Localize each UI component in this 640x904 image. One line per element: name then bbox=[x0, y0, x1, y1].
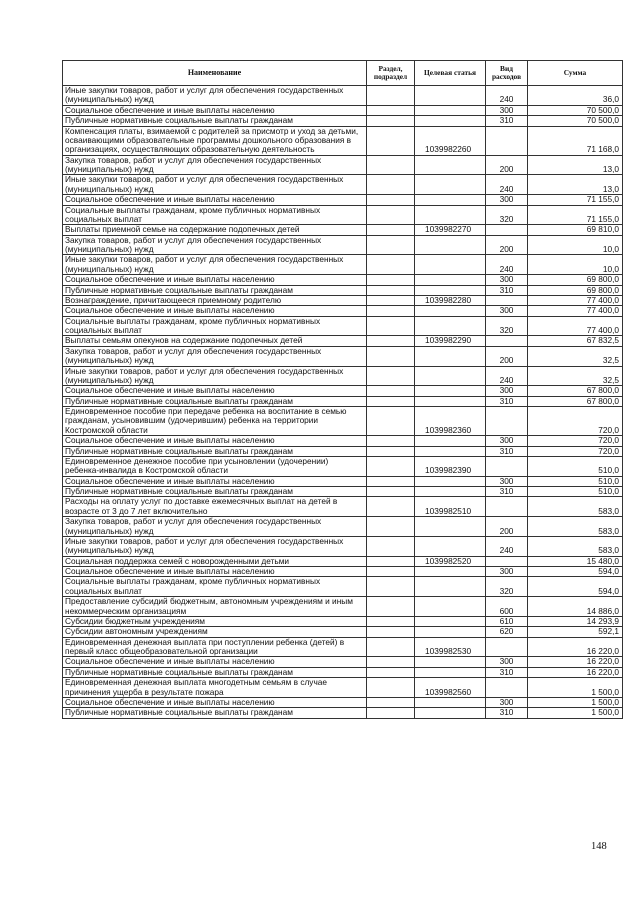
table-row bbox=[63, 285, 623, 295]
row-name-cell: Публичные нормативные социальные выплаты гражданам bbox=[63, 285, 367, 295]
row-type-cell: 300 bbox=[486, 306, 528, 316]
row-name-cell: Публичные нормативные социальные выплаты гражданам bbox=[63, 487, 367, 497]
row-section-cell bbox=[367, 697, 415, 707]
row-section-cell bbox=[367, 225, 415, 235]
row-name-cell: Социальное обеспечение и иные выплаты населению bbox=[63, 567, 367, 577]
row-section-cell bbox=[367, 116, 415, 126]
row-type-cell: 310 bbox=[486, 285, 528, 295]
row-section-cell bbox=[367, 446, 415, 456]
row-section-cell bbox=[367, 285, 415, 295]
table-row bbox=[63, 487, 623, 497]
row-name-cell: Вознаграждение, причитающееся приемному родителю bbox=[63, 295, 367, 305]
row-section-cell bbox=[367, 487, 415, 497]
header-type: Вид расходов bbox=[486, 61, 528, 86]
row-sum-cell: 1 500,0 bbox=[528, 708, 623, 718]
row-target-cell: 1039982560 bbox=[415, 678, 486, 698]
row-sum-cell: 15 480,0 bbox=[528, 556, 623, 566]
row-name-cell: Социальное обеспечение и иные выплаты населению bbox=[63, 105, 367, 115]
row-type-cell bbox=[486, 556, 528, 566]
row-name-cell: Социальное обеспечение и иные выплаты населению bbox=[63, 275, 367, 285]
row-sum-cell: 14 886,0 bbox=[528, 597, 623, 617]
table-row bbox=[63, 497, 623, 517]
row-type-cell bbox=[486, 295, 528, 305]
row-sum-cell: 32,5 bbox=[528, 366, 623, 386]
row-name-cell: Выплаты приемной семье на содержание подопечных детей bbox=[63, 225, 367, 235]
row-type-cell: 300 bbox=[486, 436, 528, 446]
table-row bbox=[63, 336, 623, 346]
table-row bbox=[63, 567, 623, 577]
row-target-cell bbox=[415, 316, 486, 336]
row-target-cell bbox=[415, 285, 486, 295]
table-row bbox=[63, 316, 623, 336]
row-sum-cell: 67 832,5 bbox=[528, 336, 623, 346]
row-target-cell bbox=[415, 627, 486, 637]
row-sum-cell: 1 500,0 bbox=[528, 678, 623, 698]
table-row bbox=[63, 255, 623, 275]
row-name-cell: Иные закупки товаров, работ и услуг для обеспечения государственных (муниципальных) нужд bbox=[63, 255, 367, 275]
header-name: Наименование bbox=[63, 61, 367, 86]
row-type-cell: 300 bbox=[486, 386, 528, 396]
row-section-cell bbox=[367, 366, 415, 386]
row-type-cell: 600 bbox=[486, 597, 528, 617]
row-target-cell bbox=[415, 306, 486, 316]
row-name-cell: Социальное обеспечение и иные выплаты населению bbox=[63, 195, 367, 205]
row-sum-cell: 71 168,0 bbox=[528, 126, 623, 155]
row-type-cell: 240 bbox=[486, 86, 528, 106]
row-type-cell: 240 bbox=[486, 366, 528, 386]
row-target-cell bbox=[415, 396, 486, 406]
row-type-cell: 300 bbox=[486, 275, 528, 285]
table-row bbox=[63, 637, 623, 657]
table-row bbox=[63, 396, 623, 406]
table-row bbox=[63, 667, 623, 677]
table-row bbox=[63, 386, 623, 396]
header-section: Раздел, подраздел bbox=[367, 61, 415, 86]
row-target-cell: 1039982260 bbox=[415, 126, 486, 155]
row-sum-cell: 583,0 bbox=[528, 517, 623, 537]
row-sum-cell: 720,0 bbox=[528, 436, 623, 446]
row-sum-cell: 70 500,0 bbox=[528, 116, 623, 126]
row-section-cell bbox=[367, 456, 415, 476]
row-target-cell: 1039982510 bbox=[415, 497, 486, 517]
row-sum-cell: 67 800,0 bbox=[528, 396, 623, 406]
table-row bbox=[63, 126, 623, 155]
header-target: Целевая статья bbox=[415, 61, 486, 86]
row-target-cell bbox=[415, 205, 486, 225]
row-type-cell: 310 bbox=[486, 446, 528, 456]
table-row bbox=[63, 195, 623, 205]
table-row bbox=[63, 295, 623, 305]
table-row bbox=[63, 678, 623, 698]
table-row bbox=[63, 456, 623, 476]
row-target-cell bbox=[415, 116, 486, 126]
row-name-cell: Социальное обеспечение и иные выплаты населению bbox=[63, 697, 367, 707]
table-header bbox=[63, 61, 623, 86]
row-target-cell bbox=[415, 195, 486, 205]
row-name-cell: Субсидии бюджетным учреждениям bbox=[63, 616, 367, 626]
row-section-cell bbox=[367, 396, 415, 406]
row-type-cell: 300 bbox=[486, 476, 528, 486]
row-target-cell: 1039982520 bbox=[415, 556, 486, 566]
row-name-cell: Субсидии автономным учреждениям bbox=[63, 627, 367, 637]
row-section-cell bbox=[367, 86, 415, 106]
row-name-cell: Социальное обеспечение и иные выплаты населению bbox=[63, 386, 367, 396]
row-section-cell bbox=[367, 627, 415, 637]
table-row bbox=[63, 175, 623, 195]
row-section-cell bbox=[367, 175, 415, 195]
row-sum-cell: 583,0 bbox=[528, 497, 623, 517]
table-row bbox=[63, 105, 623, 115]
row-section-cell bbox=[367, 517, 415, 537]
row-name-cell: Закупка товаров, работ и услуг для обеспечения государственных (муниципальных) нужд bbox=[63, 346, 367, 366]
row-sum-cell: 69 800,0 bbox=[528, 285, 623, 295]
row-target-cell: 1039982290 bbox=[415, 336, 486, 346]
row-sum-cell: 77 400,0 bbox=[528, 316, 623, 336]
row-target-cell bbox=[415, 597, 486, 617]
row-type-cell: 300 bbox=[486, 697, 528, 707]
row-sum-cell: 592,1 bbox=[528, 627, 623, 637]
row-section-cell bbox=[367, 436, 415, 446]
row-name-cell: Компенсация платы, взимаемой с родителей за присмотр и уход за детьми, осваивающими образовательные программы дошкольного образования в организациях, осуществляющих образовательную деятельность bbox=[63, 126, 367, 155]
row-name-cell: Закупка товаров, работ и услуг для обеспечения государственных (муниципальных) нужд bbox=[63, 235, 367, 255]
row-sum-cell: 71 155,0 bbox=[528, 195, 623, 205]
row-target-cell bbox=[415, 476, 486, 486]
row-target-cell bbox=[415, 105, 486, 115]
table-row bbox=[63, 446, 623, 456]
table-row bbox=[63, 536, 623, 556]
row-sum-cell: 69 810,0 bbox=[528, 225, 623, 235]
row-target-cell bbox=[415, 235, 486, 255]
header-sum: Сумма bbox=[528, 61, 623, 86]
table-row bbox=[63, 407, 623, 436]
row-sum-cell: 720,0 bbox=[528, 446, 623, 456]
table-row bbox=[63, 306, 623, 316]
table-row bbox=[63, 517, 623, 537]
row-target-cell bbox=[415, 446, 486, 456]
row-type-cell: 320 bbox=[486, 577, 528, 597]
row-section-cell bbox=[367, 195, 415, 205]
row-sum-cell: 16 220,0 bbox=[528, 637, 623, 657]
row-sum-cell: 16 220,0 bbox=[528, 657, 623, 667]
row-sum-cell: 10,0 bbox=[528, 255, 623, 275]
row-type-cell: 610 bbox=[486, 616, 528, 626]
row-section-cell bbox=[367, 126, 415, 155]
row-type-cell: 300 bbox=[486, 567, 528, 577]
row-sum-cell: 14 293,9 bbox=[528, 616, 623, 626]
row-name-cell: Социальное обеспечение и иные выплаты населению bbox=[63, 306, 367, 316]
row-name-cell: Социальные выплаты гражданам, кроме публичных нормативных социальных выплат bbox=[63, 577, 367, 597]
row-section-cell bbox=[367, 497, 415, 517]
row-type-cell: 310 bbox=[486, 487, 528, 497]
row-section-cell bbox=[367, 306, 415, 316]
row-target-cell bbox=[415, 436, 486, 446]
row-sum-cell: 510,0 bbox=[528, 476, 623, 486]
row-type-cell bbox=[486, 407, 528, 436]
row-section-cell bbox=[367, 708, 415, 718]
row-sum-cell: 69 800,0 bbox=[528, 275, 623, 285]
row-section-cell bbox=[367, 597, 415, 617]
row-target-cell bbox=[415, 366, 486, 386]
table-row bbox=[63, 616, 623, 626]
row-target-cell bbox=[415, 616, 486, 626]
row-target-cell bbox=[415, 697, 486, 707]
row-section-cell bbox=[367, 476, 415, 486]
row-name-cell: Социальные выплаты гражданам, кроме публичных нормативных социальных выплат bbox=[63, 205, 367, 225]
row-name-cell: Иные закупки товаров, работ и услуг для обеспечения государственных (муниципальных) нужд bbox=[63, 366, 367, 386]
row-type-cell bbox=[486, 126, 528, 155]
row-target-cell: 1039982280 bbox=[415, 295, 486, 305]
row-section-cell bbox=[367, 567, 415, 577]
row-type-cell: 200 bbox=[486, 346, 528, 366]
table-row bbox=[63, 205, 623, 225]
row-name-cell: Иные закупки товаров, работ и услуг для обеспечения государственных (муниципальных) нужд bbox=[63, 86, 367, 106]
table-row bbox=[63, 556, 623, 566]
row-type-cell bbox=[486, 637, 528, 657]
table-row bbox=[63, 86, 623, 106]
row-sum-cell: 67 800,0 bbox=[528, 386, 623, 396]
row-sum-cell: 36,0 bbox=[528, 86, 623, 106]
row-type-cell: 320 bbox=[486, 316, 528, 336]
row-section-cell bbox=[367, 295, 415, 305]
row-sum-cell: 16 220,0 bbox=[528, 667, 623, 677]
row-section-cell bbox=[367, 407, 415, 436]
row-name-cell: Предоставление субсидий бюджетным, автономным учреждениям и иным некоммерческим организациям bbox=[63, 597, 367, 617]
row-type-cell: 620 bbox=[486, 627, 528, 637]
table-row bbox=[63, 627, 623, 637]
row-section-cell bbox=[367, 556, 415, 566]
row-type-cell: 310 bbox=[486, 667, 528, 677]
table-row bbox=[63, 225, 623, 235]
row-sum-cell: 510,0 bbox=[528, 487, 623, 497]
table-row bbox=[63, 597, 623, 617]
row-target-cell bbox=[415, 708, 486, 718]
row-section-cell bbox=[367, 577, 415, 597]
row-target-cell: 1039982270 bbox=[415, 225, 486, 235]
row-type-cell: 240 bbox=[486, 255, 528, 275]
row-name-cell: Социальная поддержка семей с новорожденными детьми bbox=[63, 556, 367, 566]
page-number: 148 bbox=[591, 841, 607, 852]
row-sum-cell: 32,5 bbox=[528, 346, 623, 366]
row-section-cell bbox=[367, 346, 415, 366]
row-target-cell bbox=[415, 275, 486, 285]
row-section-cell bbox=[367, 336, 415, 346]
row-type-cell bbox=[486, 678, 528, 698]
table-row bbox=[63, 476, 623, 486]
row-name-cell: Иные закупки товаров, работ и услуг для обеспечения государственных (муниципальных) нужд bbox=[63, 175, 367, 195]
row-name-cell: Единовременная денежная выплата при поступлении ребенка (детей) в первый класс общеобразовательной организации bbox=[63, 637, 367, 657]
row-name-cell: Публичные нормативные социальные выплаты гражданам bbox=[63, 396, 367, 406]
row-name-cell: Публичные нормативные социальные выплаты гражданам bbox=[63, 667, 367, 677]
row-section-cell bbox=[367, 657, 415, 667]
table-row bbox=[63, 155, 623, 175]
row-sum-cell: 77 400,0 bbox=[528, 306, 623, 316]
header-row bbox=[63, 61, 623, 86]
row-target-cell bbox=[415, 86, 486, 106]
table-row bbox=[63, 708, 623, 718]
row-type-cell: 310 bbox=[486, 708, 528, 718]
row-type-cell bbox=[486, 456, 528, 476]
row-type-cell: 240 bbox=[486, 536, 528, 556]
row-section-cell bbox=[367, 637, 415, 657]
row-name-cell: Закупка товаров, работ и услуг для обеспечения государственных (муниципальных) нужд bbox=[63, 155, 367, 175]
row-name-cell: Социальное обеспечение и иные выплаты населению bbox=[63, 476, 367, 486]
row-name-cell: Единовременная денежная выплата многодетным семьям в случае причинения ущерба в результате пожара bbox=[63, 678, 367, 698]
table-row bbox=[63, 235, 623, 255]
row-section-cell bbox=[367, 536, 415, 556]
row-target-cell bbox=[415, 386, 486, 396]
row-target-cell bbox=[415, 517, 486, 537]
table-row bbox=[63, 366, 623, 386]
row-type-cell bbox=[486, 336, 528, 346]
table-row bbox=[63, 116, 623, 126]
row-section-cell bbox=[367, 155, 415, 175]
row-section-cell bbox=[367, 316, 415, 336]
row-name-cell: Социальное обеспечение и иные выплаты населению bbox=[63, 436, 367, 446]
row-type-cell: 240 bbox=[486, 175, 528, 195]
row-type-cell: 300 bbox=[486, 657, 528, 667]
row-section-cell bbox=[367, 105, 415, 115]
row-target-cell bbox=[415, 577, 486, 597]
row-target-cell: 1039982360 bbox=[415, 407, 486, 436]
table-row bbox=[63, 657, 623, 667]
row-sum-cell: 583,0 bbox=[528, 536, 623, 556]
row-target-cell bbox=[415, 487, 486, 497]
row-type-cell: 310 bbox=[486, 396, 528, 406]
row-name-cell: Расходы на оплату услуг по доставке ежемесячных выплат на детей в возрасте от 3 до 7 лет включительно bbox=[63, 497, 367, 517]
row-section-cell bbox=[367, 235, 415, 255]
row-type-cell: 200 bbox=[486, 155, 528, 175]
row-sum-cell: 13,0 bbox=[528, 155, 623, 175]
row-target-cell bbox=[415, 567, 486, 577]
row-section-cell bbox=[367, 255, 415, 275]
row-type-cell: 320 bbox=[486, 205, 528, 225]
row-target-cell bbox=[415, 657, 486, 667]
row-name-cell: Публичные нормативные социальные выплаты гражданам bbox=[63, 708, 367, 718]
row-section-cell bbox=[367, 667, 415, 677]
table-row bbox=[63, 577, 623, 597]
row-name-cell: Публичные нормативные социальные выплаты гражданам bbox=[63, 116, 367, 126]
row-target-cell: 1039982530 bbox=[415, 637, 486, 657]
row-type-cell bbox=[486, 225, 528, 235]
row-section-cell bbox=[367, 205, 415, 225]
row-sum-cell: 13,0 bbox=[528, 175, 623, 195]
row-type-cell: 200 bbox=[486, 517, 528, 537]
row-section-cell bbox=[367, 616, 415, 626]
row-name-cell: Иные закупки товаров, работ и услуг для обеспечения государственных (муниципальных) нужд bbox=[63, 536, 367, 556]
table-row bbox=[63, 697, 623, 707]
table-body bbox=[63, 86, 623, 719]
row-sum-cell: 71 155,0 bbox=[528, 205, 623, 225]
row-section-cell bbox=[367, 275, 415, 285]
row-target-cell bbox=[415, 175, 486, 195]
row-sum-cell: 70 500,0 bbox=[528, 105, 623, 115]
budget-table bbox=[62, 60, 623, 719]
row-target-cell: 1039982390 bbox=[415, 456, 486, 476]
row-type-cell: 310 bbox=[486, 116, 528, 126]
row-type-cell bbox=[486, 497, 528, 517]
row-name-cell: Социальное обеспечение и иные выплаты населению bbox=[63, 657, 367, 667]
row-sum-cell: 77 400,0 bbox=[528, 295, 623, 305]
row-target-cell bbox=[415, 155, 486, 175]
row-target-cell bbox=[415, 346, 486, 366]
row-name-cell: Выплаты семьям опекунов на содержание подопечных детей bbox=[63, 336, 367, 346]
row-sum-cell: 720,0 bbox=[528, 407, 623, 436]
row-type-cell: 300 bbox=[486, 195, 528, 205]
row-type-cell: 300 bbox=[486, 105, 528, 115]
row-name-cell: Социальные выплаты гражданам, кроме публичных нормативных социальных выплат bbox=[63, 316, 367, 336]
row-type-cell: 200 bbox=[486, 235, 528, 255]
row-sum-cell: 594,0 bbox=[528, 577, 623, 597]
row-section-cell bbox=[367, 386, 415, 396]
row-sum-cell: 510,0 bbox=[528, 456, 623, 476]
table-row bbox=[63, 275, 623, 285]
row-section-cell bbox=[367, 678, 415, 698]
row-sum-cell: 594,0 bbox=[528, 567, 623, 577]
row-name-cell: Закупка товаров, работ и услуг для обеспечения государственных (муниципальных) нужд bbox=[63, 517, 367, 537]
row-name-cell: Публичные нормативные социальные выплаты гражданам bbox=[63, 446, 367, 456]
table-row bbox=[63, 346, 623, 366]
row-name-cell: Единовременное денежное пособие при усыновлении (удочерении) ребенка-инвалида в Костромской области bbox=[63, 456, 367, 476]
row-target-cell bbox=[415, 255, 486, 275]
row-name-cell: Единовременное пособие при передаче ребенка на воспитание в семью гражданам, усыновившим (удочерившим) ребенка на территории Костромской области bbox=[63, 407, 367, 436]
table-row bbox=[63, 436, 623, 446]
row-sum-cell: 1 500,0 bbox=[528, 697, 623, 707]
row-sum-cell: 10,0 bbox=[528, 235, 623, 255]
row-target-cell bbox=[415, 667, 486, 677]
row-target-cell bbox=[415, 536, 486, 556]
